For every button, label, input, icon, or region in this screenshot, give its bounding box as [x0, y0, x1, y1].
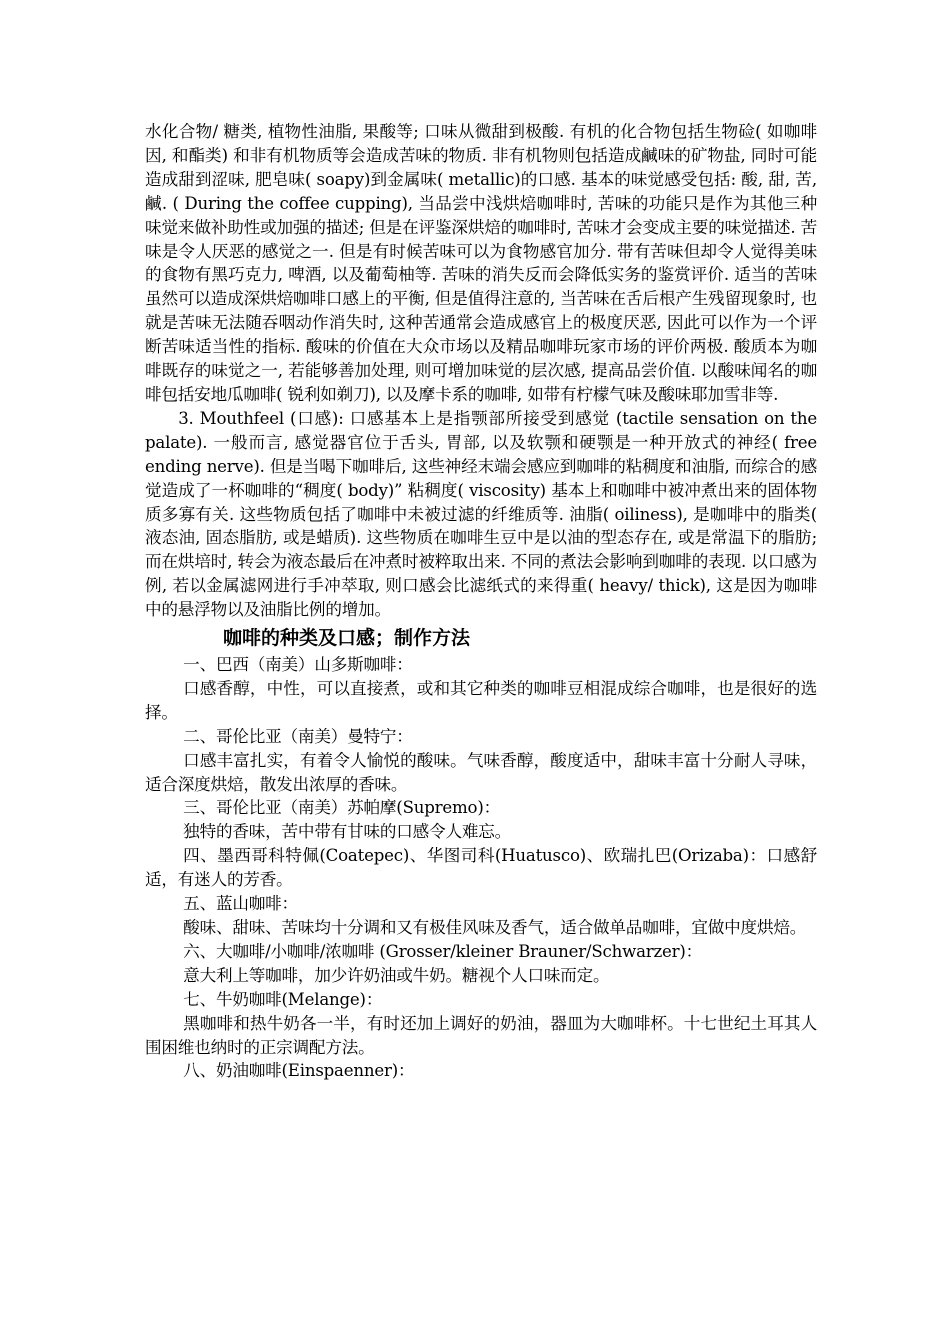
document-page [145, 120, 817, 1083]
coffee-item-title: 一、巴西（南美）山多斯咖啡： [183, 655, 413, 675]
section-heading: 咖啡的种类及口感；制作方法 [223, 627, 471, 650]
coffee-item-body: 酸味、甜味、苦味均十分调和又有极佳风味及香气，适合做单品咖啡，宜做中度烘焙。 [183, 918, 807, 937]
coffee-item-title: 四、墨西哥科特佩(Coatepec)、华图司科(Huatusco)、欧瑞扎巴(Orizaba)：口感舒适，有迷人的芳香。 [145, 846, 817, 890]
coffee-item-title: 三、哥伦比亚（南美）苏帕摩(Supremo)： [183, 798, 500, 818]
coffee-item-body: 独特的香味，苦中带有甘味的口感令人难忘。 [183, 822, 512, 842]
coffee-item-title: 二、哥伦比亚（南美）曼特宁： [183, 726, 413, 746]
intro-paragraph-mouthfeel: 3. Mouthfeel (口感): 口感基本上是指颚部所接受到感觉 (tactile sensation on the palate). 一般而言, 感觉器官位于舌头, 胃部, 以及软颚和硬颚是一种开放式的神经( free ending nerve). 但是当喝下咖啡后, 这些神经末端会感应到咖啡的粘稠度和油脂, 而综合的感觉造成了一杯咖啡的“稠度( body)” 粘稠度( viscosity) 基本上和咖啡中被冲煮出来的固体物质多寡有关. 这些物质包括了咖啡中未被过滤的纤维质等. 油脂( oiliness), 是咖啡中的脂类( 液态油, 固态脂肪, 或是蜡质). 这些物质在咖啡生豆中是以油的型态存在, 或是常温下的脂肪; 而在烘培时, 转会为液态最后在冲煮时被粹取出来. 不同的煮法会影响到咖啡的表现. 以口感为例, 若以金属滤网进行手冲萃取, 则口感会比滤纸式的来得重( heavy/ thick), 这是因为咖啡中的悬浮物以及油脂比例的增加。 [145, 408, 817, 620]
coffee-item-title: 六、大咖啡/小咖啡/浓咖啡 (Grosser/kleiner Brauner/Schwarzer)： [183, 941, 703, 961]
intro-paragraph-taste: 水化合物/ 糖类, 植物性油脂, 果酸等; 口味从微甜到极酸. 有机的化合物包括生物硷( 如咖啡因, 和酯类) 和非有机物质等会造成苦味的物质. 非有机物则包括造成鹹味的矿物盐, 同时可能造成甜到涩味, 肥皂味( soapy)到金属味( metallic)的口感. 基本的味觉感受包括: 酸, 甜, 苦, 鹹. ( During the coffee cupping), 当品尝中浅烘焙咖啡时, 苦味的功能只是作为其他三种味觉来做补助性或加强的描述; 但是在评鉴深烘焙的咖啡时, 苦味才会变成主要的味觉描述. 苦味是令人厌恶的感觉之一. 但是有时候苦味可以为食物感官加分. 带有苦味但却令人觉得美味的食物有黑巧克力, 啤酒, 以及葡萄柚等. 苦味的消失反而会降低实务的鉴赏评价. 适当的苦味虽然可以造成深烘焙咖啡口感上的平衡, 但是值得注意的, 当苦味在舌后根产生残留现象时, 也就是苦味无法随吞咽动作消失时, 这种苦通常会造成感官上的极度厌恶, 因此可以作为一个评断苦味适当性的指标. 酸味的价值在大众市场以及精品咖啡玩家市场的评价两极. 酸质本为咖啡既存的味觉之一, 若能够善加处理, 则可增加味觉的层次感, 提高品尝价值. 以酸味闻名的咖啡包括安地瓜咖啡( 锐利如剃刀), 以及摩卡系的咖啡, 如带有柠檬气味及酸味耶加雪非等. [145, 122, 817, 404]
coffee-item-title: 五、蓝山咖啡： [183, 894, 298, 914]
coffee-item-body: 口感香醇，中性，可以直接煮，或和其它种类的咖啡豆相混成综合咖啡，也是很好的选择。 [145, 678, 817, 722]
coffee-item-body: 口感丰富扎实，有着令人愉悦的酸味。气味香醇，酸度适中，甜味丰富十分耐人寻味，适合深度烘焙，散发出浓厚的香味。 [145, 750, 817, 794]
coffee-item-title: 八、奶油咖啡(Einspaenner)： [183, 1061, 415, 1081]
coffee-item-body: 意大利上等咖啡，加少许奶油或牛奶。糖视个人口味而定。 [183, 965, 610, 985]
coffee-item-title: 七、牛奶咖啡(Melange)： [183, 989, 383, 1009]
coffee-item-body: 黑咖啡和热牛奶各一半，有时还加上调好的奶油，器皿为大咖啡杯。十七世纪土耳其人围困维也纳时的正宗调配方法。 [145, 1013, 817, 1057]
